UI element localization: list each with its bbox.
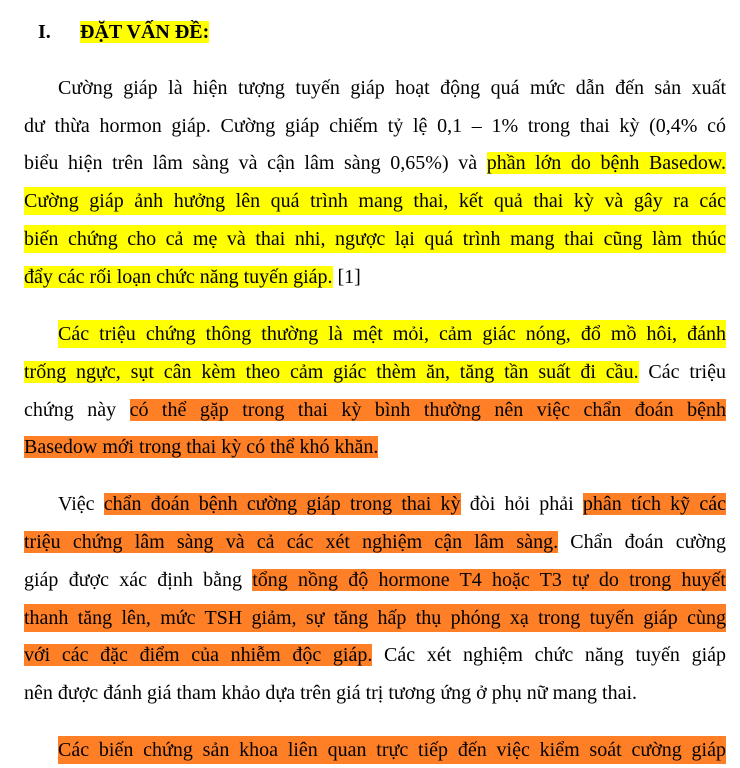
highlighted-text: phân tích kỹ các bbox=[582, 493, 726, 515]
text-line: triệu chứng lâm sàng và cả các xét nghiệm cận lâm sàng. Chẩn đoán cường bbox=[24, 531, 727, 553]
text-line: biểu hiện trên lâm sàng và cận lâm sàng 0,65%) và phần lớn do bệnh Basedow. bbox=[24, 152, 726, 174]
highlighted-text: chẩn đoán bệnh cường giáp trong thai kỳ bbox=[103, 493, 461, 515]
text-line bbox=[24, 263, 726, 291]
text-line: Cường giáp là hiện tượng tuyến giáp hoạt động quá mức dẫn đến sản xuất bbox=[58, 77, 726, 99]
highlighted-text: trống ngực, sụt cân kèm theo cảm giác thèm ăn, tăng tần suất đi cầu. bbox=[24, 361, 639, 383]
highlighted-text: với các đặc điểm của nhiễm độc giáp. bbox=[24, 644, 373, 666]
highlighted-text: Basedow mới trong thai kỳ có thể khó khăn. bbox=[24, 436, 379, 458]
highlighted-text: phần lớn do bệnh Basedow. bbox=[486, 152, 726, 174]
text-line: dư thừa hormon giáp. Cường giáp chiếm tỷ lệ 0,1 – 1% trong thai kỳ (0,4% có bbox=[24, 115, 726, 137]
text-line: giáp được xác định bằng tổng nồng độ hormone T4 hoặc T3 tự do trong huyết bbox=[24, 569, 726, 591]
citation: [1] bbox=[332, 266, 361, 288]
text-line: Việc chẩn đoán bệnh cường giáp trong thai kỳ đòi hỏi phải phân tích kỹ các bbox=[58, 493, 726, 515]
highlighted-text-line: Cường giáp ảnh hưởng lên quá trình mang thai, kết quả thai kỳ và gây ra các bbox=[24, 187, 726, 215]
highlighted-text: đẩy các rối loạn chức năng tuyến giáp. bbox=[24, 266, 333, 288]
highlighted-text-line: Các biến chứng sản khoa liên quan trực tiếp đến việc kiểm soát cường giáp bbox=[58, 736, 726, 764]
text-line: với các đặc điểm của nhiễm độc giáp. Các xét nghiệm chức năng tuyến giáp bbox=[24, 644, 727, 666]
text-line: chứng này có thể gặp trong thai kỳ bình thường nên việc chẩn đoán bệnh bbox=[24, 399, 726, 421]
section-number: I. bbox=[38, 21, 51, 43]
highlighted-text-line: thanh tăng lên, mức TSH giảm, sự tăng hấp thụ phóng xạ trong tuyến giáp cùng bbox=[24, 604, 726, 632]
highlighted-text: có thể gặp trong thai kỳ bình thường nên việc chẩn đoán bệnh bbox=[129, 399, 726, 421]
text-line: nên được đánh giá tham khảo dựa trên giá trị tương ứng ở phụ nữ mang thai. bbox=[24, 682, 638, 704]
section-heading bbox=[38, 18, 209, 46]
highlighted-text-line: biến chứng cho cả mẹ và thai nhi, ngược lại quá trình mang thai cũng làm thúc bbox=[24, 225, 726, 253]
text-line: trống ngực, sụt cân kèm theo cảm giác thèm ăn, tăng tần suất đi cầu. Các triệu bbox=[24, 361, 726, 383]
section-title: ĐẶT VẤN ĐỀ: bbox=[80, 21, 210, 43]
text-line bbox=[24, 433, 726, 461]
highlighted-text: tổng nồng độ hormone T4 hoặc T3 tự do trong huyết bbox=[252, 569, 726, 591]
highlighted-text-line: Các triệu chứng thông thường là mệt mỏi, cảm giác nóng, đổ mồ hôi, đánh bbox=[58, 320, 726, 348]
highlighted-text: triệu chứng lâm sàng và cả các xét nghiệm cận lâm sàng. bbox=[24, 531, 559, 553]
